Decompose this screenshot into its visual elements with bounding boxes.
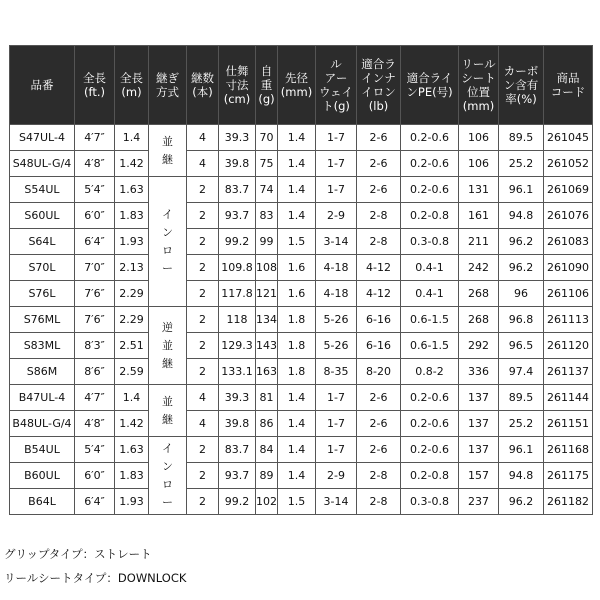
spec-cell: 2-8	[357, 489, 401, 515]
spec-cell: 2	[187, 333, 219, 359]
column-header-line: 継ぎ	[156, 71, 179, 85]
joint-method-cell	[149, 177, 187, 307]
spec-cell: 131	[459, 177, 499, 203]
spec-cell: 163	[256, 359, 278, 385]
spec-cell: 261106	[544, 281, 593, 307]
spec-cell: 8′6″	[75, 359, 115, 385]
spec-cell: 134	[256, 307, 278, 333]
column-header-line: (mm)	[462, 99, 495, 113]
spec-cell: 106	[459, 125, 499, 151]
column-header	[357, 46, 401, 125]
spec-cell: 93.7	[219, 463, 256, 489]
spec-cell: 2	[187, 281, 219, 307]
spec-cell: 143	[256, 333, 278, 359]
spec-cell: 2	[187, 203, 219, 229]
spec-cell: 0.4-1	[401, 255, 459, 281]
joint-method-char: ー	[162, 495, 173, 509]
joint-method-char: イ	[162, 441, 173, 455]
spec-cell: 261144	[544, 385, 593, 411]
spec-cell: 7′6″	[75, 307, 115, 333]
spec-cell: 129.3	[219, 333, 256, 359]
spec-cell: 242	[459, 255, 499, 281]
table-row	[10, 307, 593, 333]
joint-method-char: ン	[162, 225, 173, 239]
joint-method-char: 並	[162, 394, 173, 408]
table-row	[10, 177, 593, 203]
model-number-cell: S54UL	[10, 177, 75, 203]
grip-type-note: グリップタイプ：ストレート	[4, 547, 152, 561]
spec-cell: 268	[459, 281, 499, 307]
spec-cell: 7′0″	[75, 255, 115, 281]
spec-cell: 1.63	[115, 177, 149, 203]
spec-cell: 2	[187, 255, 219, 281]
column-header-line: 方式	[156, 85, 179, 99]
spec-cell: 3-14	[316, 489, 357, 515]
column-header	[75, 46, 115, 125]
spec-cell: 25.2	[499, 411, 544, 437]
spec-cell: 1.4	[278, 203, 316, 229]
spec-cell: 118	[219, 307, 256, 333]
spec-cell: 108	[256, 255, 278, 281]
joint-method-cell	[149, 385, 187, 437]
column-header-line: 重	[260, 78, 273, 92]
table-row	[10, 151, 593, 177]
column-header-line: (cm)	[223, 92, 251, 106]
spec-cell: 0.2-0.6	[401, 125, 459, 151]
spec-cell: 4	[187, 125, 219, 151]
column-header-line: シート	[461, 71, 496, 85]
spec-cell: 0.4-1	[401, 281, 459, 307]
spec-cell: 261045	[544, 125, 593, 151]
model-number-cell: B60UL	[10, 463, 75, 489]
spec-cell: 157	[459, 463, 499, 489]
column-header	[149, 46, 187, 125]
spec-cell: 161	[459, 203, 499, 229]
spec-cell: 2-8	[357, 463, 401, 489]
spec-cell: 2.59	[115, 359, 149, 385]
spec-cell: 39.3	[219, 385, 256, 411]
column-header	[278, 46, 316, 125]
spec-cell: 2	[187, 489, 219, 515]
spec-cell: 4′8″	[75, 151, 115, 177]
spec-cell: 2.29	[115, 281, 149, 307]
spec-cell: 261069	[544, 177, 593, 203]
spec-cell: 39.8	[219, 411, 256, 437]
spec-cell: 1-7	[316, 151, 357, 177]
spec-cell: 0.6-1.5	[401, 307, 459, 333]
spec-cell: 96.2	[499, 229, 544, 255]
spec-cell: 75	[256, 151, 278, 177]
spec-cell: 261175	[544, 463, 593, 489]
column-header	[316, 46, 357, 125]
joint-method-cell	[149, 125, 187, 177]
joint-method-char: 継	[162, 356, 173, 370]
spec-cell: 1.83	[115, 463, 149, 489]
spec-cell: 1-7	[316, 177, 357, 203]
spec-cell: 2-6	[357, 385, 401, 411]
spec-cell: 2.51	[115, 333, 149, 359]
spec-cell: 2-6	[357, 151, 401, 177]
spec-cell: 4	[187, 385, 219, 411]
column-header-line: コード	[550, 85, 586, 99]
spec-cell: 99.2	[219, 229, 256, 255]
spec-cell: 4	[187, 411, 219, 437]
spec-cell: 1.42	[115, 411, 149, 437]
joint-method-char: 並	[162, 338, 173, 352]
spec-cell: 86	[256, 411, 278, 437]
spec-cell: 6′4″	[75, 489, 115, 515]
spec-cell: 83	[256, 203, 278, 229]
spec-cell: 99.2	[219, 489, 256, 515]
column-header-line: 率(%)	[505, 92, 537, 106]
spec-cell: 1.5	[278, 489, 316, 515]
joint-method-char: ロ	[162, 477, 173, 491]
joint-method-char: 並	[162, 134, 173, 148]
spec-cell: 96.8	[499, 307, 544, 333]
column-header-line: 寸法	[225, 78, 249, 92]
spec-cell: 0.2-0.6	[401, 385, 459, 411]
spec-cell: 6′4″	[75, 229, 115, 255]
spec-cell: 4-12	[357, 281, 401, 307]
column-header-line: 仕舞	[225, 64, 249, 78]
spec-cell: 1.4	[115, 385, 149, 411]
spec-cell: 133.1	[219, 359, 256, 385]
spec-cell: 2	[187, 229, 219, 255]
model-number-cell: S47UL-4	[10, 125, 75, 151]
spec-cell: 96.1	[499, 437, 544, 463]
column-header	[544, 46, 593, 125]
spec-cell: 2	[187, 437, 219, 463]
column-header-line: (mm)	[280, 85, 313, 99]
column-header	[219, 46, 256, 125]
spec-cell: 6-16	[357, 333, 401, 359]
column-header-line: 先径	[285, 71, 308, 85]
spec-table	[9, 45, 593, 515]
column-header-line: ト(g)	[322, 99, 350, 113]
table-row	[10, 125, 593, 151]
spec-cell: 261052	[544, 151, 593, 177]
spec-cell: 5-26	[316, 307, 357, 333]
spec-cell: 2-9	[316, 203, 357, 229]
spec-cell: 5-26	[316, 333, 357, 359]
spec-cell: 211	[459, 229, 499, 255]
spec-cell: 8-20	[357, 359, 401, 385]
spec-cell: 8′3″	[75, 333, 115, 359]
spec-cell: 96	[499, 281, 544, 307]
model-number-cell: B64L	[10, 489, 75, 515]
spec-cell: 4-12	[357, 255, 401, 281]
spec-cell: 4-18	[316, 281, 357, 307]
column-header	[10, 46, 75, 125]
spec-cell: 1.4	[278, 411, 316, 437]
spec-cell: 1-7	[316, 437, 357, 463]
spec-cell: 261182	[544, 489, 593, 515]
header-row	[10, 46, 593, 125]
spec-cell: 0.2-0.6	[401, 437, 459, 463]
spec-cell: 1.4	[115, 125, 149, 151]
spec-cell: 2.29	[115, 307, 149, 333]
spec-cell: 1.4	[278, 177, 316, 203]
spec-cell: 121	[256, 281, 278, 307]
spec-cell: 2-6	[357, 177, 401, 203]
column-header-line: ウェイ	[318, 85, 354, 99]
model-number-cell: B54UL	[10, 437, 75, 463]
table-body	[10, 125, 593, 515]
column-header-line: ル	[330, 57, 342, 71]
spec-cell: 1.8	[278, 359, 316, 385]
column-header-line: カーボ	[503, 64, 539, 78]
table-row	[10, 411, 593, 437]
spec-cell: 0.3-0.8	[401, 489, 459, 515]
model-number-cell: S76ML	[10, 307, 75, 333]
spec-cell: 2-6	[357, 125, 401, 151]
column-header-line: (m)	[121, 85, 142, 99]
spec-cell: 261113	[544, 307, 593, 333]
spec-cell: 7′6″	[75, 281, 115, 307]
column-header-line: 位置	[467, 85, 490, 99]
table-row	[10, 229, 593, 255]
spec-cell: 1.93	[115, 489, 149, 515]
table-row	[10, 463, 593, 489]
spec-cell: 2-6	[357, 437, 401, 463]
model-number-cell: B47UL-4	[10, 385, 75, 411]
spec-cell: 5′4″	[75, 177, 115, 203]
spec-cell: 0.2-0.6	[401, 177, 459, 203]
spec-cell: 1.4	[278, 125, 316, 151]
spec-cell: 106	[459, 151, 499, 177]
spec-cell: 0.8-2	[401, 359, 459, 385]
spec-cell: 1-7	[316, 385, 357, 411]
spec-cell: 97.4	[499, 359, 544, 385]
spec-cell: 84	[256, 437, 278, 463]
spec-cell: 1.4	[278, 463, 316, 489]
model-number-cell: S70L	[10, 255, 75, 281]
joint-method-char: ー	[162, 261, 173, 275]
joint-method-char: 逆	[162, 320, 173, 334]
spec-cell: 1.42	[115, 151, 149, 177]
column-header-line: 適合ラ	[361, 57, 396, 71]
spec-cell: 96.2	[499, 255, 544, 281]
column-header-line: 品番	[30, 78, 54, 92]
joint-method-char: イ	[162, 207, 173, 221]
spec-cell: 89.5	[499, 125, 544, 151]
model-number-cell: S60UL	[10, 203, 75, 229]
spec-cell: 109.8	[219, 255, 256, 281]
spec-cell: 261090	[544, 255, 593, 281]
spec-cell: 1.4	[278, 385, 316, 411]
spec-cell: 2-8	[357, 229, 401, 255]
spec-cell: 2	[187, 307, 219, 333]
spec-cell: 4	[187, 151, 219, 177]
column-header-line: ンPE(号)	[406, 85, 453, 99]
spec-cell: 83.7	[219, 177, 256, 203]
spec-cell: 0.2-0.8	[401, 203, 459, 229]
spec-cell: 2	[187, 359, 219, 385]
column-header-line: イロン	[361, 85, 396, 99]
column-header-line: 自	[260, 64, 273, 78]
spec-cell: 89.5	[499, 385, 544, 411]
spec-cell: 4′8″	[75, 411, 115, 437]
model-number-cell: B48UL-G/4	[10, 411, 75, 437]
spec-cell: 25.2	[499, 151, 544, 177]
table-row	[10, 333, 593, 359]
spec-cell: 261120	[544, 333, 593, 359]
spec-cell: 39.3	[219, 125, 256, 151]
joint-method-char: 継	[162, 152, 173, 166]
column-header	[499, 46, 544, 125]
spec-cell: 0.2-0.8	[401, 463, 459, 489]
spec-cell: 336	[459, 359, 499, 385]
table-row	[10, 385, 593, 411]
joint-method-char: 継	[162, 412, 173, 426]
column-header-line: (ft.)	[84, 85, 105, 99]
joint-method-char: ロ	[162, 243, 173, 257]
spec-cell: 8-35	[316, 359, 357, 385]
spec-cell: 81	[256, 385, 278, 411]
spec-cell: 4′7″	[75, 385, 115, 411]
joint-method-cell	[149, 437, 187, 515]
table-row	[10, 489, 593, 515]
spec-cell: 2-8	[357, 203, 401, 229]
column-header-line: リール	[461, 57, 496, 71]
column-header-line: インナ	[361, 71, 396, 85]
model-number-cell: S76L	[10, 281, 75, 307]
spec-cell: 3-14	[316, 229, 357, 255]
spec-cell: 70	[256, 125, 278, 151]
spec-cell: 74	[256, 177, 278, 203]
spec-cell: 6′0″	[75, 203, 115, 229]
spec-cell: 261151	[544, 411, 593, 437]
table-row	[10, 281, 593, 307]
spec-cell: 1.4	[278, 151, 316, 177]
model-number-cell: S48UL-G/4	[10, 151, 75, 177]
table-row	[10, 203, 593, 229]
spec-cell: 6-16	[357, 307, 401, 333]
spec-cell: 2	[187, 177, 219, 203]
spec-cell: 261168	[544, 437, 593, 463]
spec-cell: 2.13	[115, 255, 149, 281]
column-header-line: (g)	[258, 92, 275, 106]
column-header	[115, 46, 149, 125]
table-row	[10, 255, 593, 281]
spec-cell: 1-7	[316, 125, 357, 151]
spec-cell: 1.93	[115, 229, 149, 255]
model-number-cell: S64L	[10, 229, 75, 255]
spec-cell: 117.8	[219, 281, 256, 307]
spec-cell: 0.2-0.6	[401, 411, 459, 437]
spec-cell: 39.8	[219, 151, 256, 177]
spec-cell: 292	[459, 333, 499, 359]
spec-cell: 94.8	[499, 203, 544, 229]
spec-cell: 6′0″	[75, 463, 115, 489]
table-row	[10, 437, 593, 463]
column-header-line: 全長	[83, 71, 106, 85]
spec-cell: 96.2	[499, 489, 544, 515]
column-header-line: (lb)	[368, 99, 389, 113]
column-header-line: 商品	[556, 71, 580, 85]
table-row	[10, 359, 593, 385]
spec-cell: 4′7″	[75, 125, 115, 151]
spec-cell: 237	[459, 489, 499, 515]
spec-cell: 83.7	[219, 437, 256, 463]
spec-cell: 96.1	[499, 177, 544, 203]
spec-cell: 5′4″	[75, 437, 115, 463]
spec-cell: 4-18	[316, 255, 357, 281]
spec-cell: 1.6	[278, 281, 316, 307]
spec-cell: 0.2-0.6	[401, 151, 459, 177]
joint-method-cell	[149, 307, 187, 385]
spec-cell: 137	[459, 411, 499, 437]
column-header-line: ン含有	[503, 78, 539, 92]
spec-cell: 96.5	[499, 333, 544, 359]
column-header-line: アー	[324, 71, 348, 85]
spec-cell: 261137	[544, 359, 593, 385]
spec-cell: 2	[187, 463, 219, 489]
spec-cell: 1.6	[278, 255, 316, 281]
spec-cell: 1.8	[278, 333, 316, 359]
column-header-line: 継数	[191, 71, 214, 85]
spec-cell: 94.8	[499, 463, 544, 489]
column-header	[187, 46, 219, 125]
spec-cell: 137	[459, 437, 499, 463]
spec-cell: 1.5	[278, 229, 316, 255]
spec-cell: 99	[256, 229, 278, 255]
spec-cell: 0.6-1.5	[401, 333, 459, 359]
spec-cell: 0.3-0.8	[401, 229, 459, 255]
spec-cell: 2-6	[357, 411, 401, 437]
column-header-line: 全長	[120, 71, 143, 85]
spec-cell: 268	[459, 307, 499, 333]
column-header	[256, 46, 278, 125]
column-header	[459, 46, 499, 125]
joint-method-char: ン	[162, 459, 173, 473]
model-number-cell: S83ML	[10, 333, 75, 359]
spec-cell: 2-9	[316, 463, 357, 489]
spec-cell: 1.83	[115, 203, 149, 229]
column-header-line: (本)	[192, 85, 213, 99]
spec-cell: 1.4	[278, 437, 316, 463]
model-number-cell: S86M	[10, 359, 75, 385]
column-header	[401, 46, 459, 125]
spec-cell: 102	[256, 489, 278, 515]
spec-cell: 1-7	[316, 411, 357, 437]
spec-cell: 137	[459, 385, 499, 411]
spec-cell: 261076	[544, 203, 593, 229]
spec-cell: 1.8	[278, 307, 316, 333]
spec-cell: 261083	[544, 229, 593, 255]
reel-seat-type-note: リールシートタイプ：DOWNLOCK	[4, 571, 187, 585]
column-header-line: 適合ライ	[406, 71, 453, 85]
spec-cell: 1.63	[115, 437, 149, 463]
spec-cell: 89	[256, 463, 278, 489]
spec-cell: 93.7	[219, 203, 256, 229]
